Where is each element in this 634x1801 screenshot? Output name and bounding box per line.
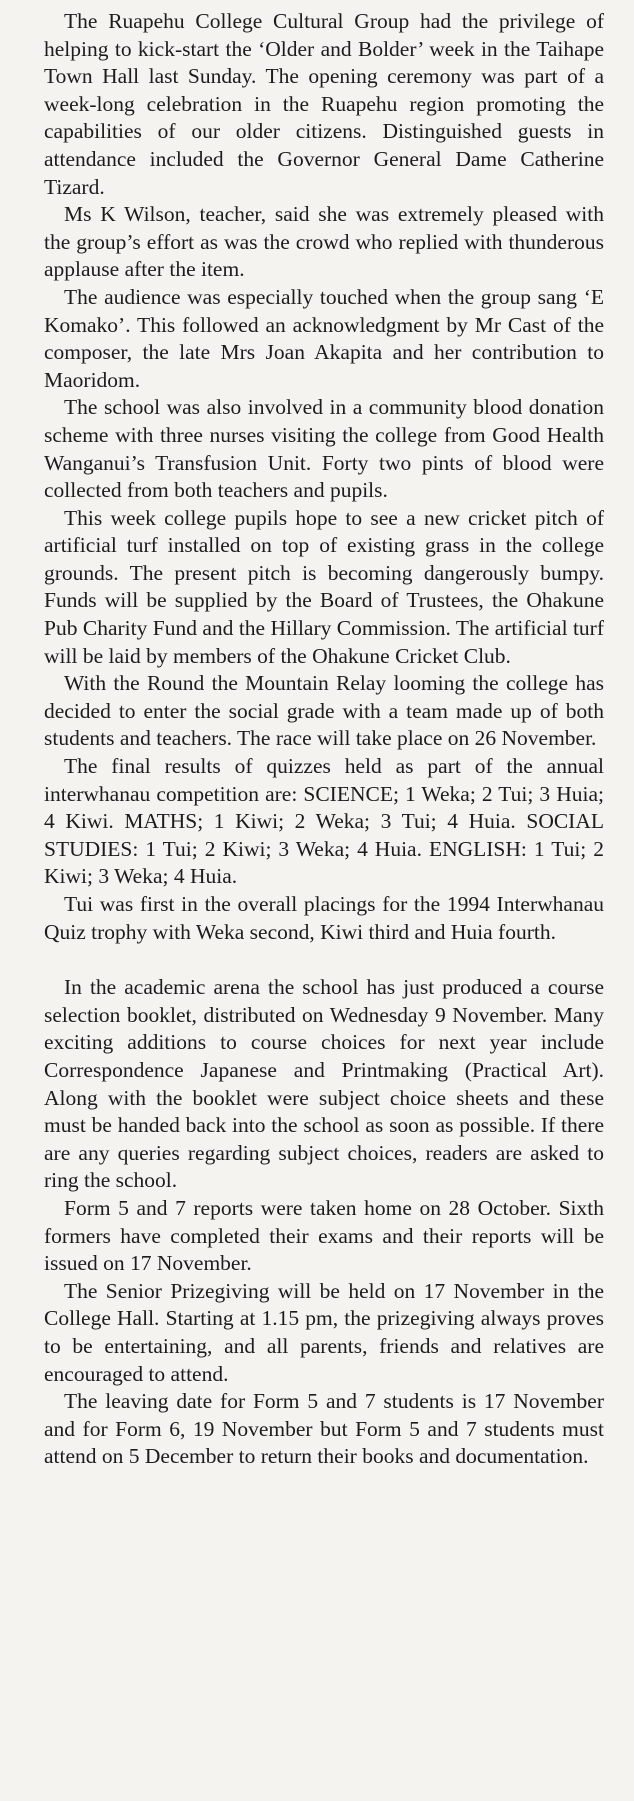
paragraph-blood-donation: The school was also involved in a community blood donation scheme with three nurses visiting the college from Good Health Wanganui’s Transfusion Unit. Forty two pints of blood were collected from both teachers and pupils.: [44, 395, 604, 503]
paragraph-leaving-date: The leaving date for Form 5 and 7 students is 17 November and for Form 6, 19 November but Form 5 and 7 students must attend on 5 December to return their books and documentation.: [44, 1389, 604, 1469]
section-gap: [44, 946, 604, 974]
paragraph-e-komako: The audience was especially touched when the group sang ‘E Komako’. This followed an acknowledgment by Mr Cast of the composer, the late Mrs Joan Akapita and her contribution to Maoridom.: [44, 284, 604, 392]
paragraph-quiz-results: The final results of quizzes held as part of the annual interwhanau competition are: SCIENCE; 1 Weka; 2 Tui; 3 Huia; 4 Kiwi. MATHS; 1 Kiwi; 2 Weka; 3 Tui; 4 Huia. SOCIAL STUDIES: 1 Tui; 2 Kiwi; 3 Weka; 4 Huia. ENGLISH: 1 Tui; 2 Kiwi; 3 Weka; 4 Huia.: [44, 754, 604, 889]
paragraph-quiz-trophy: Tui was first in the overall placings for the 1994 Interwhanau Quiz trophy with Weka second, Kiwi third and Huia fourth.: [44, 892, 604, 944]
paragraph-cricket-pitch: This week college pupils hope to see a new cricket pitch of artificial turf installed on top of existing grass in the college grounds. The present pitch is becoming dangerously bumpy. Funds will be supplied by the Board of Trustees, the Ohakune Pub Charity Fund and the Hillary Commission. The artificial turf will be laid by members of the Ohakune Cricket Club.: [44, 505, 604, 668]
paragraph-cultural-group: The Ruapehu College Cultural Group had the privilege of helping to kick-start the ‘Older and Bolder’ week in the Taihape Town Hall last Sunday. The opening ceremony was part of a week-long celebration in the Ruapehu region promoting the capabilities of our older citizens. Distinguished guests in attendance included the Governor General Dame Catherine Tizard.: [44, 9, 604, 199]
paragraph-reports: Form 5 and 7 reports were taken home on 28 October. Sixth formers have completed their exams and their reports will be issued on 17 November.: [44, 1195, 604, 1276]
paragraph-prizegiving: The Senior Prizegiving will be held on 17 November in the College Hall. Starting at 1.15 pm, the prizegiving always proves to be entertaining, and all parents, friends and relatives are encouraged to attend.: [44, 1278, 604, 1386]
paragraph-course-booklet: In the academic arena the school has just produced a course selection booklet, distributed on Wednesday 9 November. Many exciting additions to course choices for next year include Correspondence Japanese and Printmaking (Practical Art). Along with the booklet were subject choice sheets and these must be handed back into the school as soon as possible. If there are any queries regarding subject choices, readers are asked to ring the school.: [44, 975, 604, 1193]
paragraph-mountain-relay: With the Round the Mountain Relay looming the college has decided to enter the social grade with a team made up of both students and teachers. The race will take place on 26 November.: [44, 671, 604, 751]
paragraph-teacher-comment: Ms K Wilson, teacher, said she was extremely pleased with the group’s effort as was the crowd who replied with thunderous applause after the item.: [44, 202, 604, 282]
